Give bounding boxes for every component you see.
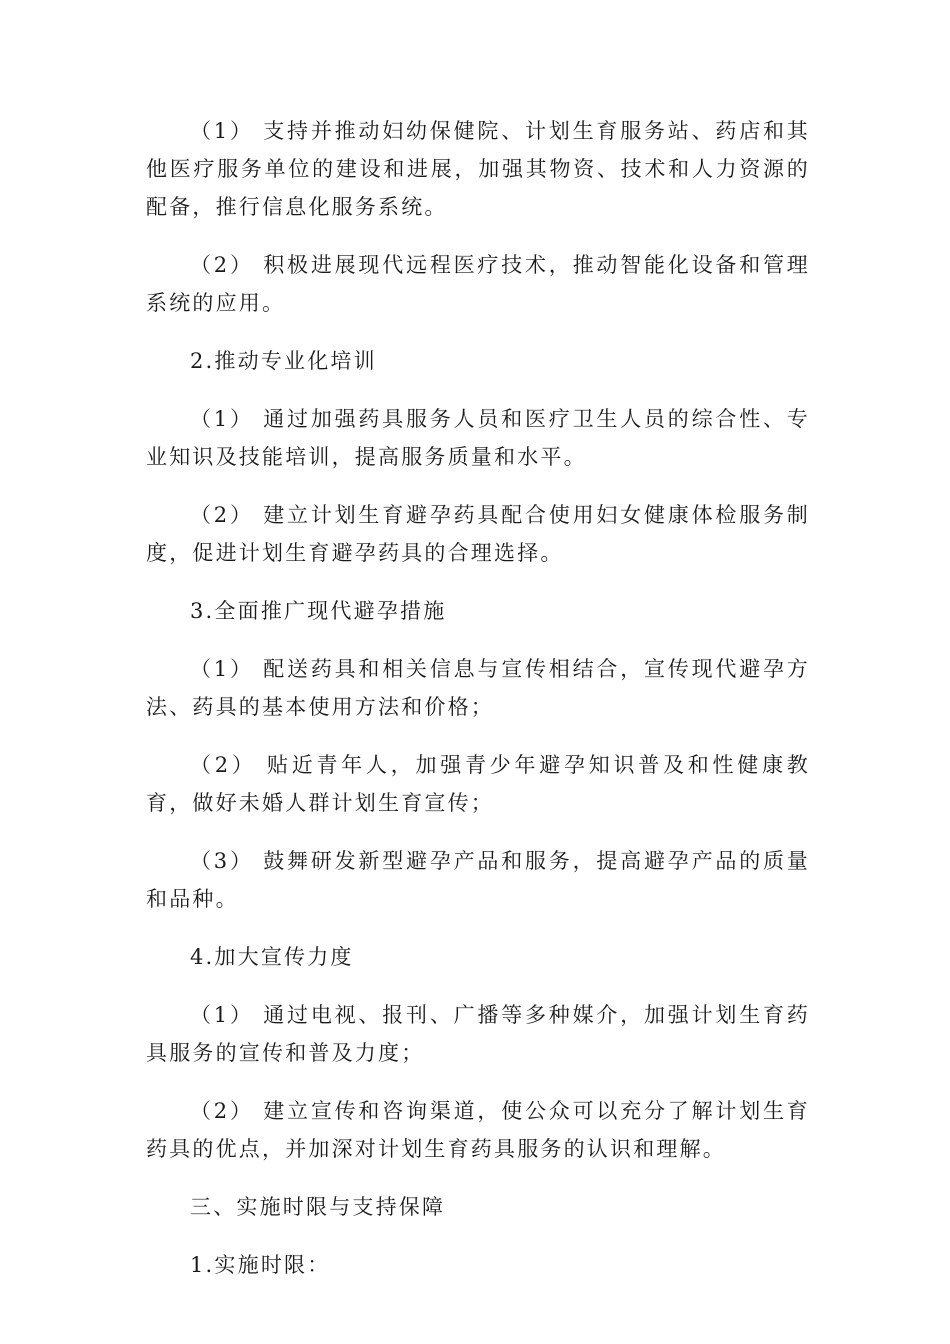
paragraph-4-2: （2） 建立宣传和咨询渠道，使公众可以充分了解计划生育药具的优点，并加深对计划生育药具服务的认识和理解。 bbox=[146, 1099, 810, 1161]
paragraph-1-1: （1） 支持并推动妇幼保健院、计划生育服务站、药店和其他医疗服务单位的建设和进展，加强其物资、技术和人力资源的配备，推行信息化服务系统。 bbox=[146, 119, 810, 219]
paragraph-3-1: （1） 配送药具和相关信息与宣传相结合，宣传现代避孕方法、药具的基本使用方法和价格； bbox=[146, 657, 810, 719]
paragraph-3-3: （3） 鼓舞研发新型避孕产品和服务，提高避孕产品的质量和品种。 bbox=[146, 849, 810, 911]
section-heading-publicity: 4.加大宣传力度 bbox=[190, 945, 354, 969]
chapter-heading-implementation: 三、实施时限与支持保障 bbox=[190, 1195, 446, 1219]
paragraph-1-2: （2） 积极进展现代远程医疗技术，推动智能化设备和管理系统的应用。 bbox=[146, 253, 810, 315]
paragraph-3-2: （2） 贴近青年人，加强青少年避孕知识普及和性健康教育，做好未婚人群计划生育宣传； bbox=[146, 753, 810, 815]
document-body bbox=[146, 112, 810, 1304]
paragraph-4-1: （1） 通过电视、报刊、广播等多种媒介，加强计划生育药具服务的宣传和普及力度； bbox=[146, 1003, 810, 1065]
paragraph-2-2: （2） 建立计划生育避孕药具配合使用妇女健康体检服务制度，促进计划生育避孕药具的合理选择。 bbox=[146, 503, 810, 565]
section-heading-time-limit: 1.实施时限： bbox=[190, 1253, 331, 1277]
section-heading-training: 2.推动专业化培训 bbox=[190, 349, 377, 373]
section-heading-contraception: 3.全面推广现代避孕措施 bbox=[190, 599, 447, 623]
paragraph-2-1: （1） 通过加强药具服务人员和医疗卫生人员的综合性、专业知识及技能培训，提高服务质量和水平。 bbox=[146, 407, 810, 469]
